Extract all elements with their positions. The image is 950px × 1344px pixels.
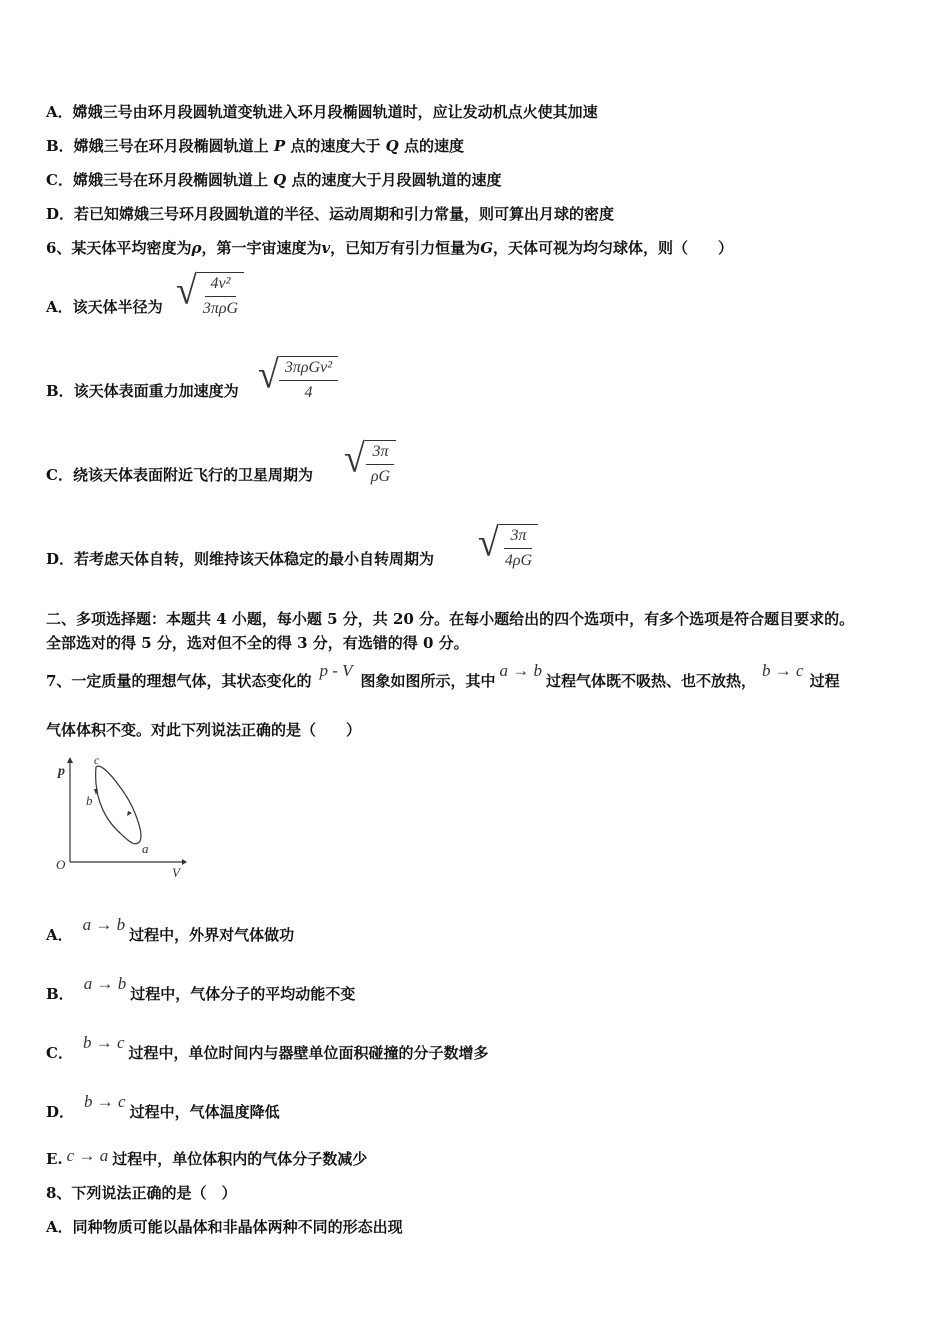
q5-c-post: 点的速度大于月段圆轨道的速度 [286, 171, 502, 189]
q7-a-math: a → b [82, 915, 126, 934]
q6-stem-c: ，已知万有引力恒量为 [330, 239, 481, 257]
q6-stem-d: ，天体可视为均匀球体，则（ ） [493, 239, 734, 257]
q5-b-post: 点的速度 [398, 137, 464, 155]
q7-b-math: a → b [83, 974, 127, 993]
q7-stem-d: 过程 [809, 672, 840, 690]
q6-stem [46, 238, 733, 258]
q7-stem-b: 图象如图所示，其中 [360, 672, 496, 690]
q6-option-b-label: B．该天体表面重力加速度为 [46, 382, 239, 400]
q5-option-c [46, 170, 501, 190]
q7-e-math: c → a [66, 1146, 109, 1165]
q7-d-text: 过程中，气体温度降低 [129, 1103, 280, 1121]
q7-stem [46, 661, 840, 691]
q7-pv: p - V [319, 661, 353, 680]
q7-option-c [46, 1033, 489, 1063]
pv-graph [50, 755, 190, 880]
arrow-ab-icon [127, 811, 132, 816]
cycle-curve [96, 766, 141, 844]
q6-option-c-formula [344, 436, 396, 486]
q8-option-a: A．同种物质可能以晶体和非晶体两种不同的形态出现 [46, 1218, 403, 1236]
q7-bc: b → c [762, 661, 804, 680]
q6-option-a-label: A．该天体半径为 [46, 298, 163, 316]
q7-c-text: 过程中，单位时间内与器壁单位面积碰撞的分子数增多 [128, 1044, 489, 1062]
q6-d-den: 4ρG [504, 552, 533, 569]
sqrt-icon: √ [176, 268, 197, 313]
sqrt-icon: √ [478, 520, 499, 565]
q6-a-den: 3πρG [202, 300, 239, 317]
q5-c-q: Q [273, 171, 287, 189]
q6-c-den: ρG [370, 468, 391, 485]
q6-a-num: 4v² [205, 273, 237, 297]
q6-stem-a: 6、某天体平均密度为 [46, 239, 192, 257]
q7-d-label: D． [46, 1103, 75, 1121]
q5-option-a: A．嫦娥三号由环月段圆轨道变轨进入环月段椭圆轨道时，应让发动机点火使其加速 [46, 103, 598, 121]
q7-stem-c: 过程气体既不吸热、也不放热， [546, 672, 757, 690]
q7-option-b [46, 974, 356, 1004]
q6-v: v [321, 239, 331, 257]
p-axis-arrow-icon [67, 757, 73, 763]
q6-option-c-label: C．绕该天体表面附近飞行的卫星周期为 [46, 466, 313, 484]
graph-b-label: b [86, 793, 93, 808]
q8-stem: 8、下列说法正确的是（ ） [46, 1184, 237, 1202]
q5-option-d: D．若已知嫦娥三号环月段圆轨道的半径、运动周期和引力常量，则可算出月球的密度 [46, 205, 615, 223]
q5-b-pre: B．嫦娥三号在环月段椭圆轨道上 [46, 137, 274, 155]
graph-v-label: V [172, 865, 180, 880]
q6-g: G [480, 239, 493, 257]
q7-option-a [46, 915, 295, 945]
q7-stem-a: 7、一定质量的理想气体，其状态变化的 [46, 672, 312, 690]
q6-d-num: 3π [504, 525, 532, 549]
q6-rho: ρ [191, 239, 202, 257]
q7-b-text: 过程中，气体分子的平均动能不变 [130, 985, 356, 1003]
graph-p-label: p [58, 764, 65, 779]
q6-b-den: 4 [304, 384, 313, 401]
q7-option-e [46, 1146, 368, 1169]
section2-line1: 二、多项选择题：本题共 4 小题，每小题 5 分，共 20 分。在每小题给出的四个选项中，有多个选项是符合题目要求的。 [46, 610, 855, 628]
q7-d-math: b → c [84, 1092, 126, 1111]
q7-c-math: b → c [82, 1033, 125, 1052]
q6-option-d-formula [478, 520, 538, 570]
q7-option-d [46, 1092, 280, 1122]
q6-option-d-label: D．若考虑天体自转，则维持该天体稳定的最小自转周期为 [46, 550, 435, 568]
q6-b-num: 3πρGv² [279, 357, 338, 381]
q7-ab: a → b [499, 661, 543, 680]
q5-c-pre: C．嫦娥三号在环月段椭圆轨道上 [46, 171, 274, 189]
q6-option-b-formula [258, 352, 338, 402]
sqrt-icon: √ [344, 436, 365, 481]
section2-line2: 全部选对的得 5 分，选对但不全的得 3 分，有选错的得 0 分。 [46, 634, 469, 652]
q7-b-label: B． [46, 985, 74, 1003]
sqrt-icon: √ [258, 352, 279, 397]
graph-c-label: c [94, 755, 100, 767]
graph-a-label: a [142, 841, 149, 856]
q7-e-label: E. [46, 1150, 63, 1168]
q5-b-p: P [273, 137, 286, 155]
q7-a-label: A． [46, 926, 73, 944]
q6-option-a-formula [176, 268, 244, 318]
q7-a-text: 过程中，外界对气体做功 [129, 926, 295, 944]
q7-e-text: 过程中，单位体积内的气体分子数减少 [112, 1150, 368, 1168]
q5-b-mid: 点的速度大于 [285, 137, 386, 155]
graph-o-label: O [56, 857, 66, 872]
q6-c-num: 3π [366, 441, 394, 465]
q7-stem-line2: 气体体积不变。对此下列说法正确的是（ ） [46, 721, 362, 739]
v-axis-arrow-icon [182, 859, 187, 865]
q5-option-b [46, 136, 464, 156]
q6-stem-b: ，第一宇宙速度为 [201, 239, 322, 257]
q7-c-label: C． [46, 1044, 73, 1062]
q5-b-q: Q [385, 137, 399, 155]
